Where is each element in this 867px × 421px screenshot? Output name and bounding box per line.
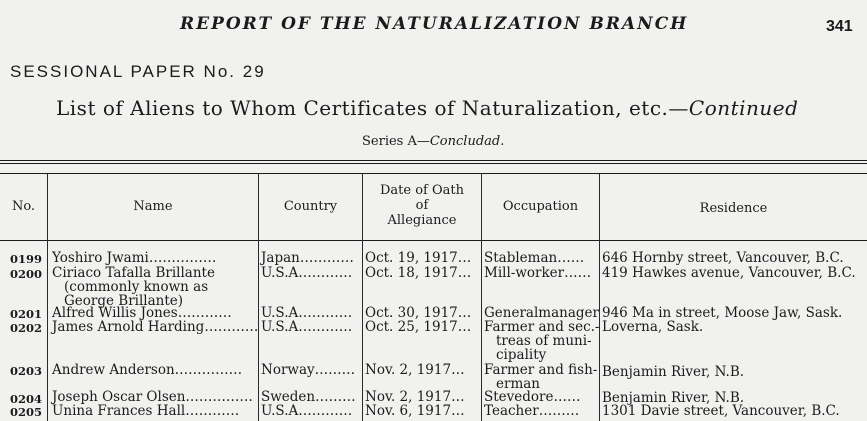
series-label [362,134,504,149]
row-occupation: Mill-worker…… [484,265,592,281]
row-name-line3: George Brillante) [64,293,184,309]
row-country: U.S.A………… [261,265,353,281]
row-country: U.S.A………… [261,319,353,335]
row-date: Oct. 30, 1917… [365,305,472,321]
row-country: Sweden……… [261,389,356,405]
row-occupation: Teacher……… [484,403,580,419]
row-date: Nov. 2, 1917… [365,362,465,378]
row-name: Alfred Willis Jones………… [52,305,232,321]
top-rule [0,160,867,161]
row-residence: Benjamin River, N.B. [602,364,745,380]
header-occupation: Occupation [502,199,579,214]
list-title-continued: Continued [688,96,799,120]
row-number: 0199 [10,252,43,266]
row-date: Nov. 6, 1917… [365,403,465,419]
row-occupation: Farmer and sec.- [484,319,600,335]
row-occupation: Generalmanager [484,305,599,321]
header-bottom-rule [0,240,867,241]
row-residence: 419 Hawkes avenue, Vancouver, B.C. [602,265,856,281]
list-title [56,96,798,120]
row-residence: 946 Ma in street, Moose Jaw, Sask. [602,305,843,321]
row-occupation: Stableman…… [484,250,585,266]
row-country: Norway……… [261,362,356,378]
header-country: Country [283,199,338,214]
row-name-line2: (commonly known as [64,279,209,295]
row-occupation-line3: cipality [496,347,547,363]
header-date-line1: Date of Oath [380,183,464,198]
row-number: 0203 [10,364,43,378]
row-date: Oct. 25, 1917… [365,319,472,335]
row-country: Japan………… [261,250,354,266]
running-head: REPORT OF THE NATURALIZATION BRANCH [180,14,689,34]
row-number: 0202 [10,321,43,335]
row-occupation: Farmer and fish- [484,362,598,378]
header-name: Name [133,199,173,214]
row-country: U.S.A………… [261,403,353,419]
row-number: 0204 [10,392,43,406]
row-occupation: Stevedore…… [484,389,581,405]
row-number: 0201 [10,307,43,321]
page-number: 341 [826,18,853,35]
row-name: Unina Frances Hall………… [52,403,240,419]
header-top-rule [0,173,867,174]
row-residence: 1301 Davie street, Vancouver, B.C. [602,403,840,419]
row-residence: Loverna, Sask. [602,319,704,335]
header-no: No. [11,199,36,214]
row-residence: 646 Hornby street, Vancouver, B.C. [602,250,844,266]
sessional-paper-label: SESSIONAL PAPER No. 29 [10,62,266,81]
row-date: Oct. 19, 1917… [365,250,472,266]
row-name: Ciriaco Tafalla Brillante [52,265,215,281]
row-residence: Benjamin River, N.B. [602,390,745,406]
row-country: U.S.A………… [261,305,353,321]
header-date [363,183,481,228]
series-prefix: Series A— [362,134,430,149]
row-number: 0200 [10,267,43,281]
row-occupation-line2: erman [496,376,540,392]
header-date-line2: of [415,198,429,213]
row-name: Yoshiro Jwami…………… [52,250,217,266]
row-occupation-line2: treas of muni- [496,333,592,349]
row-name: James Arnold Harding………… [52,319,259,335]
row-name: Joseph Oscar Olsen…………… [52,389,253,405]
row-date: Oct. 18, 1917… [365,265,472,281]
series-italic: Concludad. [429,134,505,149]
header-residence: Residence [699,201,768,216]
list-title-main: List of Aliens to Whom Certificates of Naturalization, etc.— [56,96,689,120]
header-date-line3: Allegiance [387,213,457,228]
row-number: 0205 [10,405,43,419]
top-rule-double [0,163,867,164]
row-date: Nov. 2, 1917… [365,389,465,405]
row-name: Andrew Anderson…………… [52,362,243,378]
